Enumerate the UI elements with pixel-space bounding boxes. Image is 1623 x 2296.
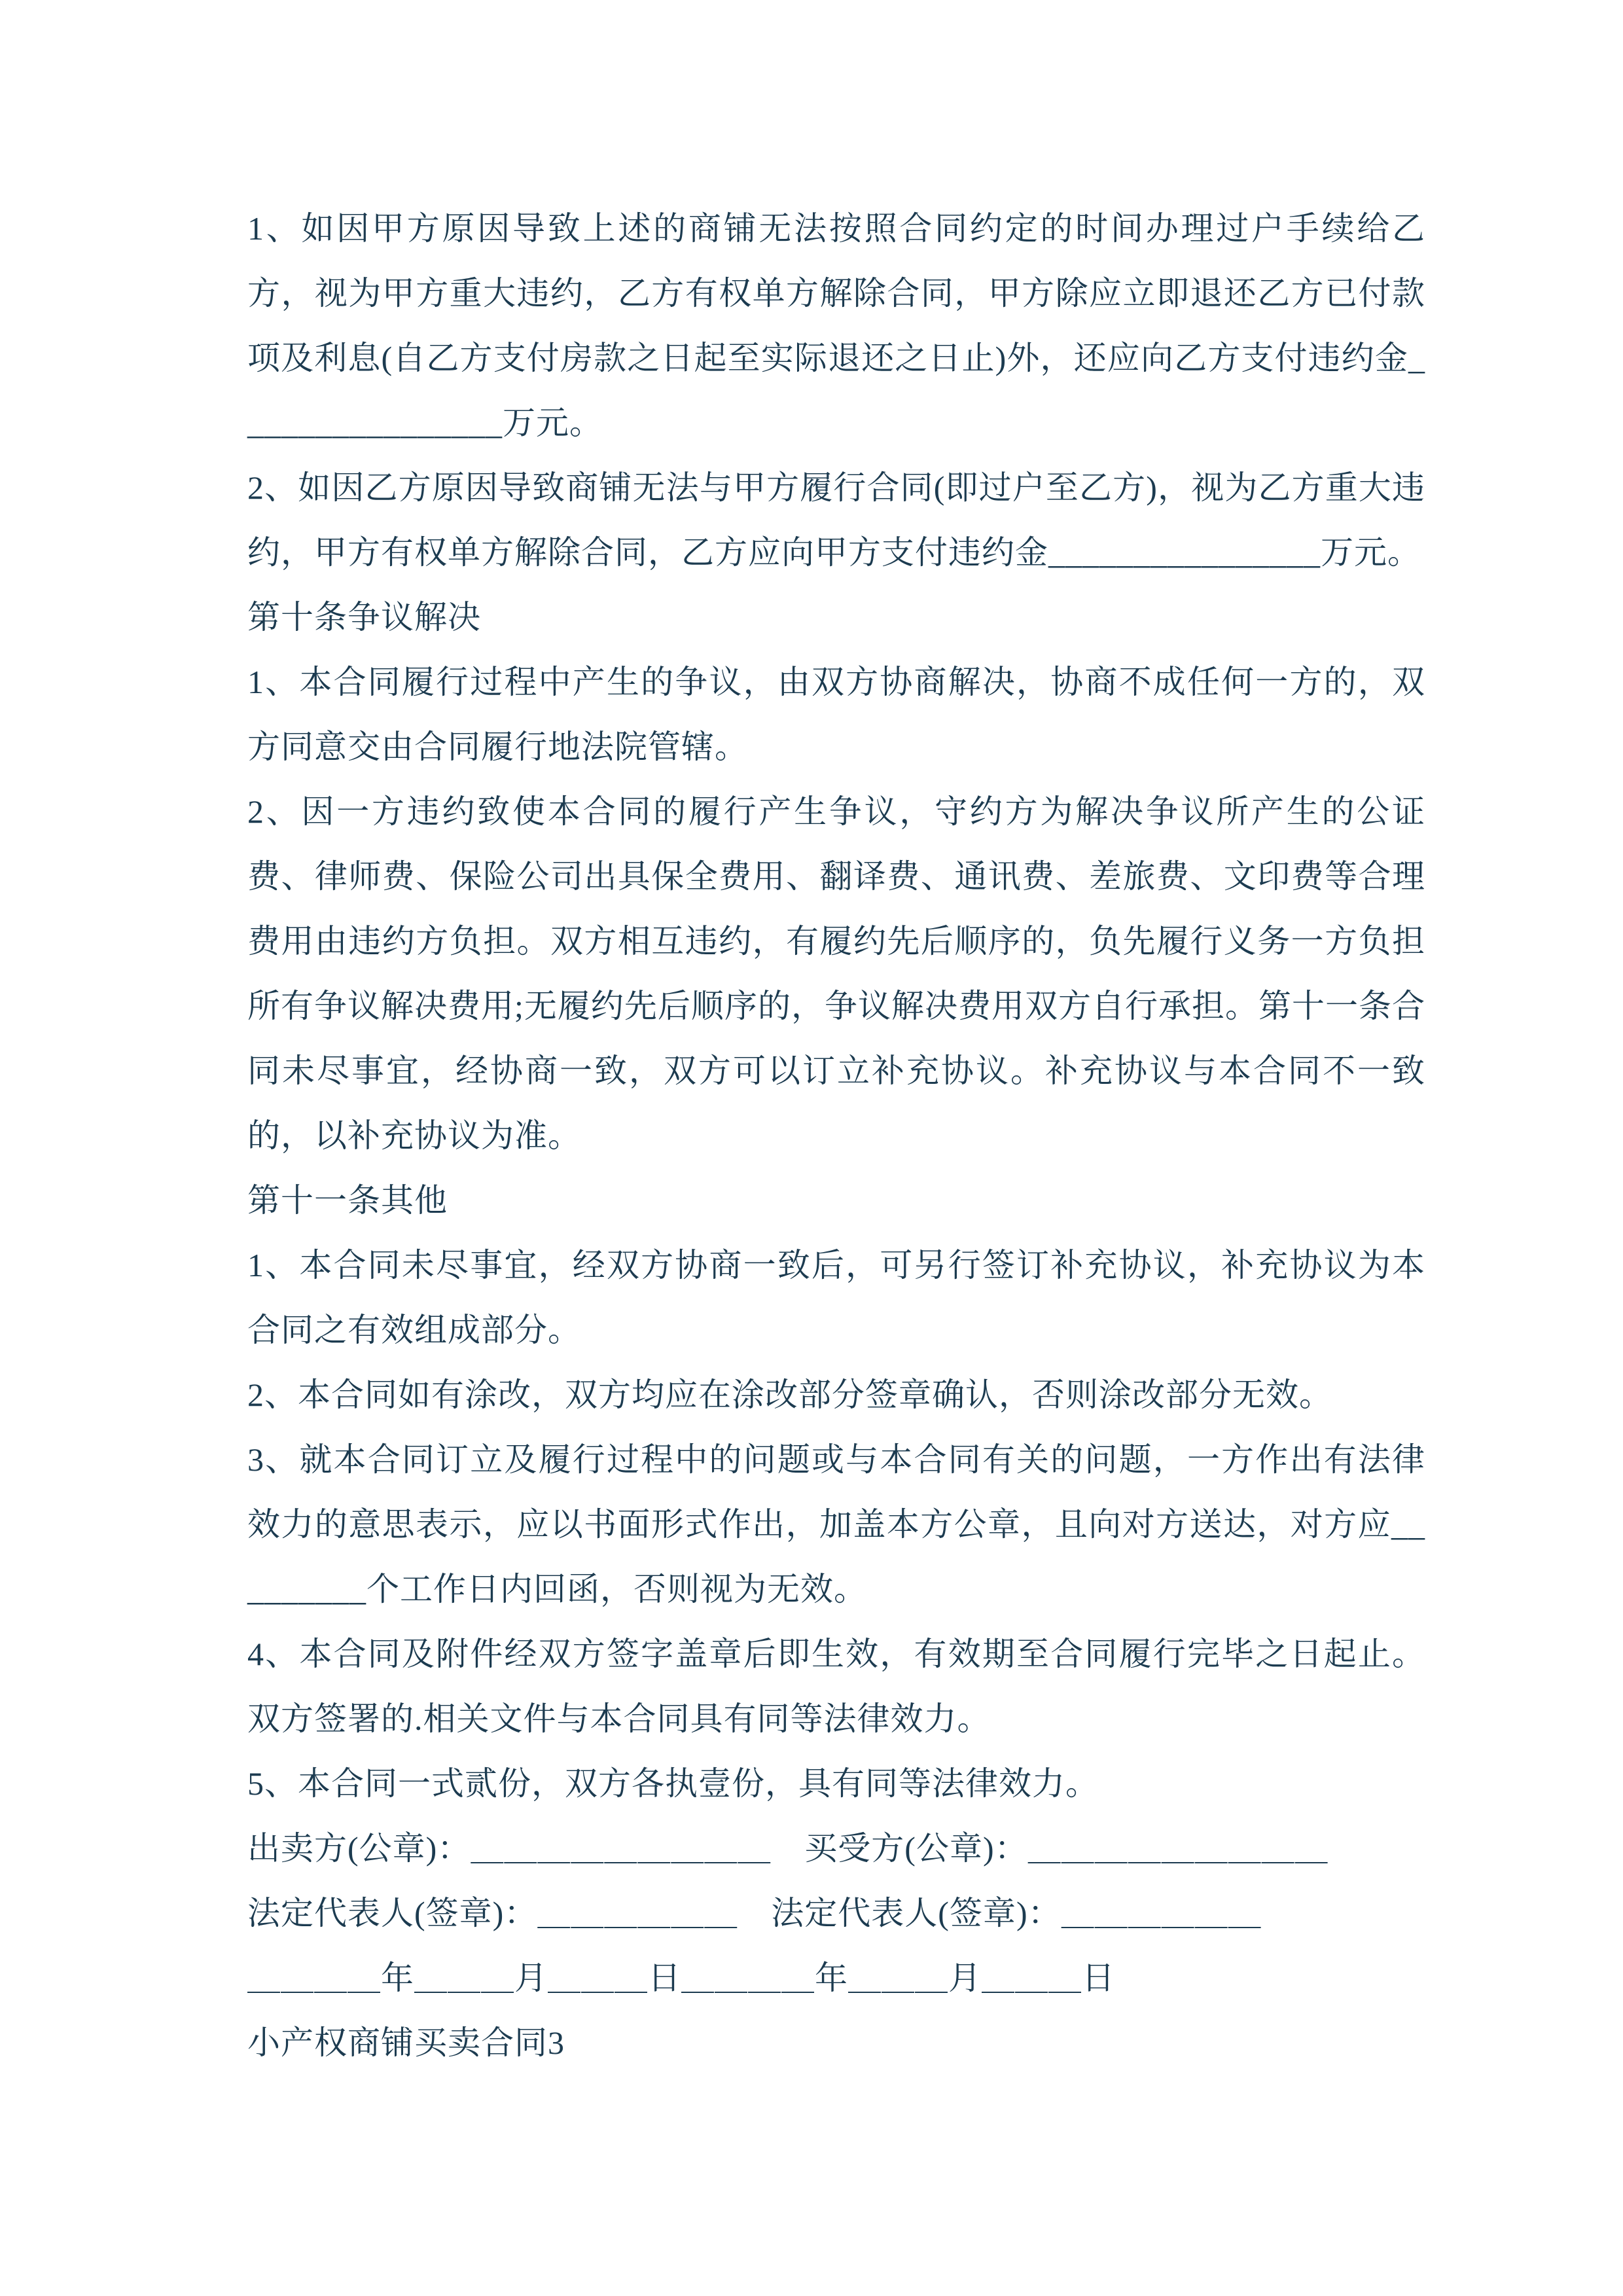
signature-line-seals: 出卖方(公章)：＿＿＿＿＿＿＿＿＿ 买受方(公章)：＿＿＿＿＿＿＿＿＿: [247, 1830, 1329, 1867]
footer-title: 小产权商铺买卖合同3: [247, 2024, 565, 2061]
signature-line-dates: ＿＿＿＿年＿＿＿月＿＿＿日＿＿＿＿年＿＿＿月＿＿＿日: [247, 1960, 1115, 1996]
clause-paragraph-8: 4、本合同及附件经双方签字盖章后即生效，有效期至合同履行完毕之日起止。双方签署的.相关文件与本合同具有同等法律效力。: [247, 1636, 1425, 1737]
clause-paragraph-9: 5、本合同一式贰份，双方各执壹份，具有同等法律效力。: [247, 1765, 1099, 1802]
clause-paragraph-1: 1、如因甲方原因导致上述的商铺无法按照合同约定的时间办理过户手续给乙方，视为甲方重大违约，乙方有权单方解除合同，甲方除应立即退还乙方已付款项及利息(自乙方支付房款之日起至实际退还之日止)外，还应向乙方支付违约金________________万元。: [247, 210, 1425, 441]
clause-paragraph-6: 2、本合同如有涂改，双方均应在涂改部分签章确认，否则涂改部分无效。: [247, 1376, 1332, 1413]
clause-paragraph-3: 1、本合同履行过程中产生的争议，由双方协商解决，协商不成任何一方的，双方同意交由合同履行地法院管辖。: [247, 664, 1425, 765]
clause-paragraph-2: 2、如因乙方原因导致商铺无法与甲方履行合同(即过户至乙方)，视为乙方重大违约，甲方有权单方解除合同，乙方应向甲方支付违约金________________万元。: [247, 469, 1425, 571]
signature-line-representatives: 法定代表人(签章)：＿＿＿＿＿＿ 法定代表人(签章)：＿＿＿＿＿＿: [247, 1895, 1262, 1931]
section-heading-article-10: 第十条争议解决: [247, 599, 481, 636]
section-heading-article-11: 第十一条其他: [247, 1182, 448, 1219]
clause-paragraph-5: 1、本合同未尽事宜，经双方协商一致后，可另行签订补充协议，补充协议为本合同之有效组成部分。: [247, 1247, 1425, 1348]
clause-paragraph-7: 3、就本合同订立及履行过程中的问题或与本合同有关的问题，一方作出有法律效力的意思表示，应以书面形式作出，加盖本方公章，且向对方送达，对方应_________个工作日内回函，否则视为无效。: [247, 1441, 1425, 1607]
document-content: [247, 196, 1425, 2075]
clause-paragraph-4: 2、因一方违约致使本合同的履行产生争议，守约方为解决争议所产生的公证费、律师费、保险公司出具保全费用、翻译费、通讯费、差旅费、文印费等合理费用由违约方负担。双方相互违约，有履约先后顺序的，负先履行义务一方负担所有争议解决费用;无履约先后顺序的，争议解决费用双方自行承担。第十一条合同未尽事宜，经协商一致，双方可以订立补充协议。补充协议与本合同不一致的，以补充协议为准。: [247, 793, 1425, 1154]
